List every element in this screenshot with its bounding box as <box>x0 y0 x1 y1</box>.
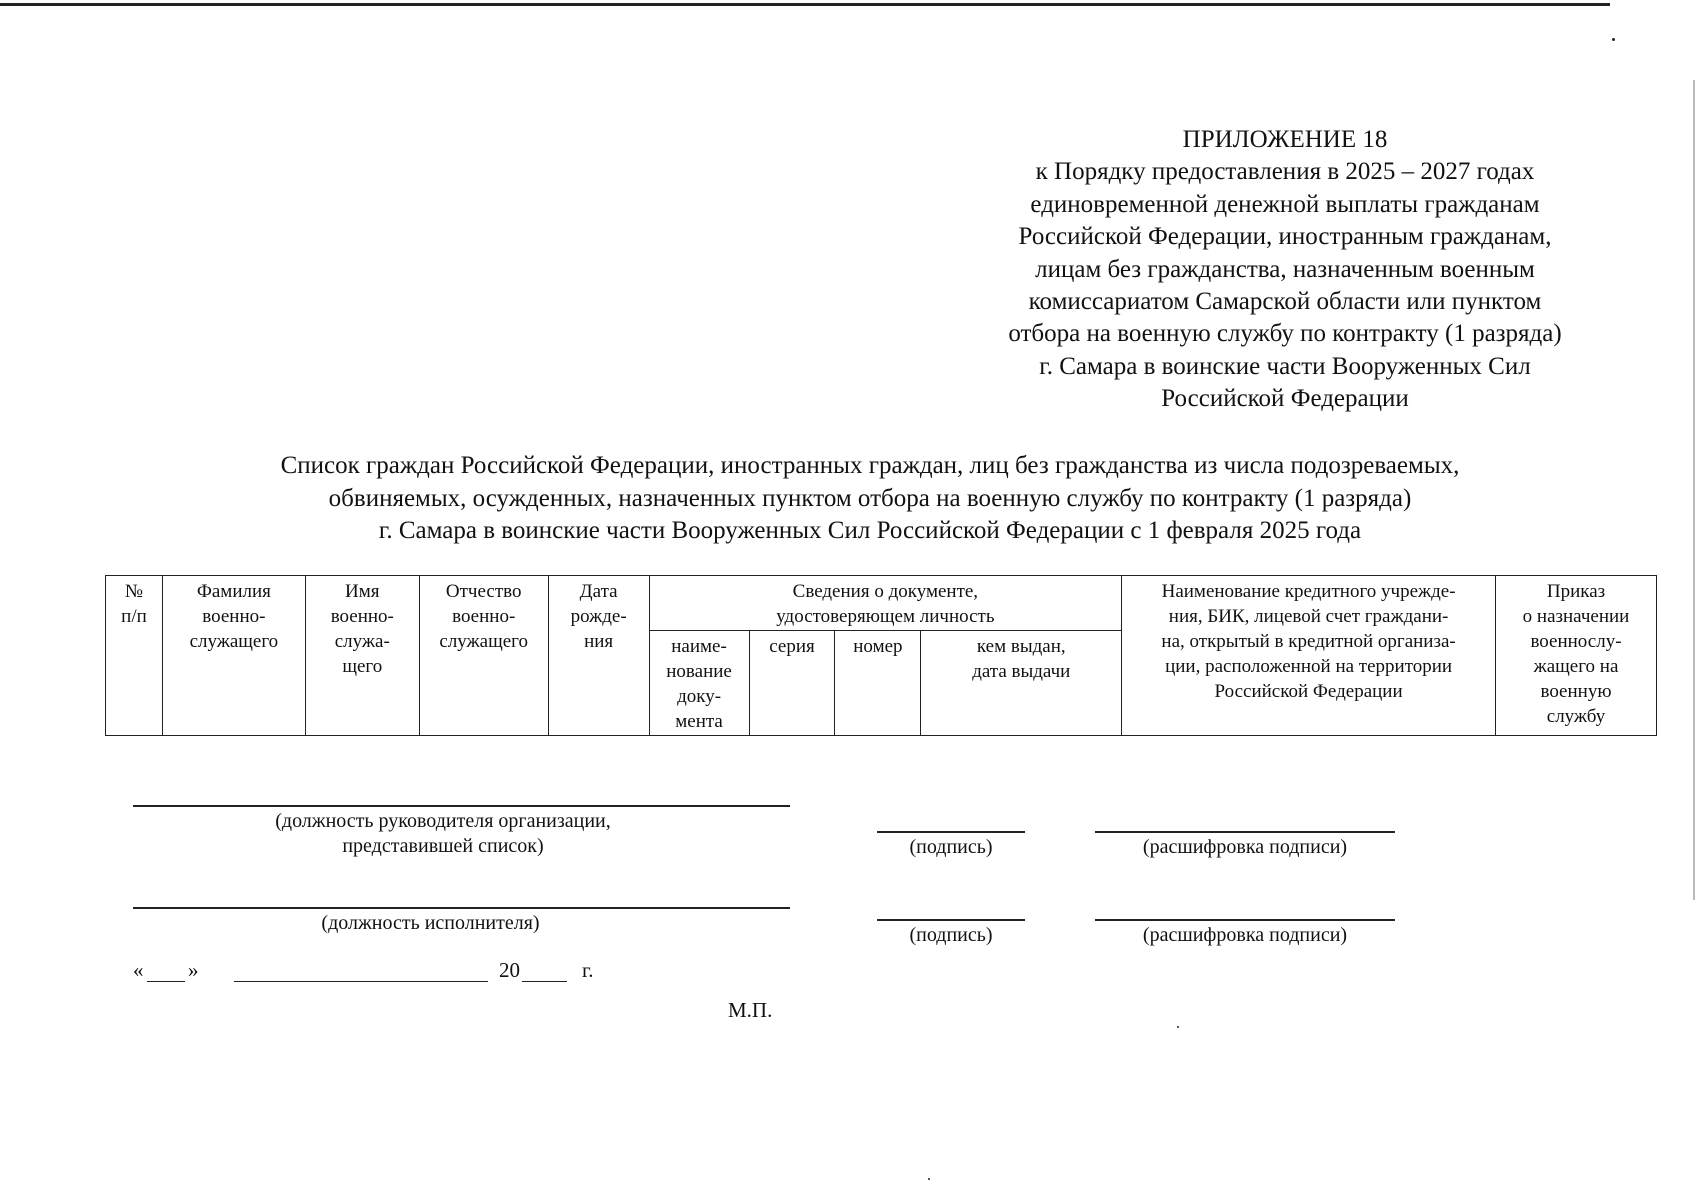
appendix-header <box>960 124 1610 416</box>
signature-decoding-line <box>1095 831 1395 833</box>
header-birthdate: Дата рожде- ния <box>548 576 649 736</box>
header-doc-issued: кем выдан, дата выдачи <box>921 631 1122 736</box>
appendix-line: комиссариатом Самарской области или пунктом <box>1028 288 1542 316</box>
day-blank <box>147 981 185 982</box>
stamp-place: М.П. <box>728 998 773 1022</box>
table-header-row <box>106 576 1657 631</box>
month-blank <box>234 981 488 982</box>
header-name: Имя военно- служа- щего <box>305 576 419 736</box>
signature-decoding-line <box>1095 919 1395 921</box>
right-scan-edge <box>1693 80 1695 900</box>
header-bank-account: Наименование кредитного учрежде- ния, БИК, лицевой счет граждани- на, открытый в кредитной организа- ции, расположенной на территории Российской Федерации <box>1122 576 1496 736</box>
scan-speck <box>928 1178 930 1180</box>
header-order: Приказ о назначении военнослу- жащего на военную службу <box>1496 576 1657 736</box>
list-title-line: Список граждан Российской Федерации, иностранных граждан, лиц без гражданства из числа подозреваемых, <box>280 452 1460 479</box>
header-number: № п/п <box>106 576 163 736</box>
manager-position-line <box>133 805 790 807</box>
top-scan-border <box>0 3 1610 6</box>
header-doc-name: наиме- нование доку- мента <box>649 631 749 736</box>
list-title-line: обвиняемых, осужденных, назначенных пунктом отбора на военную службу по контракту (1 разряда) <box>328 484 1412 512</box>
signature-caption: (подпись) <box>909 924 993 946</box>
header-doc-number: номер <box>835 631 921 736</box>
year-blank <box>522 981 567 982</box>
appendix-title: ПРИЛОЖЕНИЕ 18 <box>1182 126 1388 153</box>
signature-decoding-caption: (расшифровка подписи) <box>1142 924 1348 946</box>
signature-decoding-caption: (расшифровка подписи) <box>1142 836 1348 858</box>
signature-caption: (подпись) <box>909 836 993 858</box>
appendix-line: отбора на военную службу по контракту (1 разряда) <box>1008 320 1562 348</box>
appendix-line: Российской Федерации, иностранным гражданам, <box>1018 223 1552 251</box>
signature-line <box>877 919 1025 921</box>
appendix-line: г. Самара в воинские части Вооруженных Сил <box>1039 352 1531 380</box>
manager-position-caption: (должность руководителя организации, представившей список) <box>275 810 611 857</box>
appendix-line: лицам без гражданства, назначенным военным <box>1035 255 1535 283</box>
date-open-quote: « <box>133 958 144 982</box>
executor-position-caption: (должность исполнителя) <box>321 912 540 934</box>
executor-position-line <box>133 907 790 909</box>
date-close-quote: » <box>188 958 199 982</box>
header-document-group: Сведения о документе, удостоверяющем личность <box>649 576 1122 631</box>
header-doc-series: серия <box>749 631 835 736</box>
scan-speck <box>1612 38 1615 41</box>
scan-speck <box>1177 1026 1179 1028</box>
header-surname: Фамилия военно- служащего <box>162 576 305 736</box>
roster-table <box>105 575 1657 736</box>
header-patronymic: Отчество военно- служащего <box>419 576 548 736</box>
signature-line <box>877 831 1025 833</box>
list-title <box>150 450 1590 548</box>
appendix-line: единовременной денежной выплаты гражданам <box>1030 190 1540 218</box>
year-prefix: 20 <box>499 958 520 982</box>
year-suffix: г. <box>582 958 594 982</box>
appendix-line: Российской Федерации <box>1161 385 1409 413</box>
appendix-line: к Порядку предоставления в 2025 – 2027 годах <box>1035 158 1535 186</box>
list-title-line: г. Самара в воинские части Вооруженных Сил Российской Федерации с 1 февраля 2025 года <box>378 517 1362 544</box>
